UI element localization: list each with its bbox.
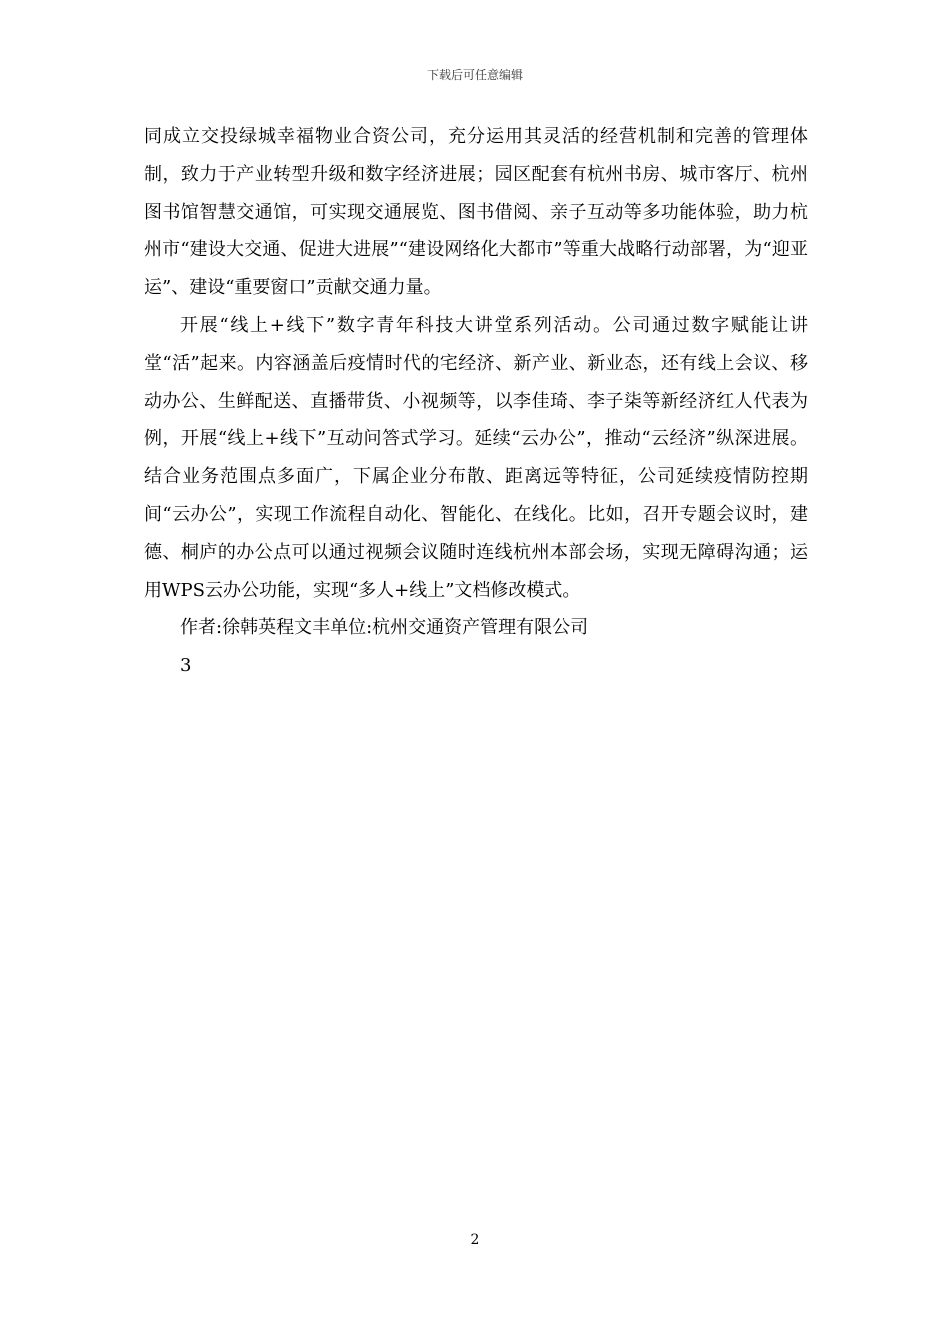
document-body xyxy=(144,118,808,685)
paragraph-continuation: 同成立交投绿城幸福物业合资公司，充分运用其灵活的经营机制和完善的管理体制，致力于产业转型升级和数字经济进展；园区配套有杭州书房、城市客厅、杭州图书馆智慧交通馆，可实现交通展览、图书借阅、亲子互动等多功能体验，助力杭州市“建设大交通、促进大进展”“建设网络化大都市”等重大战略行动部署，为“迎亚运”、建设“重要窗口”贡献交通力量。 xyxy=(144,126,808,299)
author-line: 作者:徐韩英程文丰单位:杭州交通资产管理有限公司 xyxy=(180,617,589,639)
paragraph-activities: 开展“线上+线下”数字青年科技大讲堂系列活动。公司通过数字赋能让讲堂“活”起来。内容涵盖后疫情时代的宅经济、新产业、新业态，还有线上会议、移动办公、生鲜配送、直播带货、小视频等，以李佳琦、李子柒等新经济红人代表为例，开展“线上+线下”互动问答式学习。延续“云办公”，推动“云经济”纵深进展。结合业务范围点多面广，下属企业分布散、距离远等特征，公司延续疫情防控期间“云办公”，实现工作流程自动化、智能化、在线化。比如，召开专题会议时，建德、桐庐的办公点可以通过视频会议随时连线杭州本部会场，实现无障碍沟通；运用WPS云办公功能，实现“多人+线上”文档修改模式。 xyxy=(144,314,808,601)
trailing-number: 3 xyxy=(180,655,192,677)
page-number: 2 xyxy=(470,1232,480,1248)
page-header: 下载后可任意编辑 xyxy=(426,68,523,82)
